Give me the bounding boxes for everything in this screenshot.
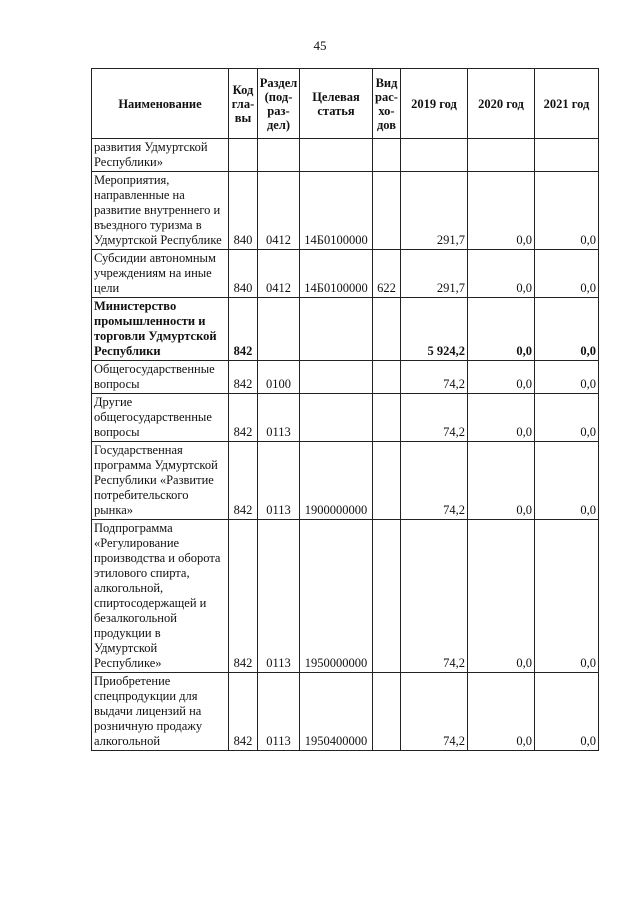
cell-code: 842 <box>229 673 258 751</box>
cell-target: 14Б0100000 <box>300 172 373 250</box>
table-row <box>92 442 599 520</box>
cell-2020: 0,0 <box>468 172 535 250</box>
cell-2020: 0,0 <box>468 361 535 394</box>
cell-2019: 291,7 <box>401 250 468 298</box>
cell-target <box>300 394 373 442</box>
cell-2021: 0,0 <box>535 361 599 394</box>
table-row <box>92 361 599 394</box>
cell-code: 842 <box>229 394 258 442</box>
cell-target: 1950000000 <box>300 520 373 673</box>
cell-type <box>373 394 401 442</box>
table-row <box>92 298 599 361</box>
cell-2019: 74,2 <box>401 442 468 520</box>
table-row <box>92 520 599 673</box>
cell-target <box>300 139 373 172</box>
cell-2020: 0,0 <box>468 250 535 298</box>
cell-name: Государственная программа Удмуртской Республики «Развитие потребительского рынка» <box>92 442 229 520</box>
cell-name: Министерство промышленности и торговли Удмуртской Республики <box>92 298 229 361</box>
table-row <box>92 250 599 298</box>
cell-code: 842 <box>229 520 258 673</box>
header-2019: 2019 год <box>401 69 468 139</box>
cell-section: 0113 <box>258 442 300 520</box>
table-row <box>92 139 599 172</box>
header-name: Наименование <box>92 69 229 139</box>
cell-name: развития Удмуртской Республики» <box>92 139 229 172</box>
cell-type <box>373 442 401 520</box>
cell-section: 0113 <box>258 673 300 751</box>
cell-section: 0113 <box>258 394 300 442</box>
cell-type <box>373 361 401 394</box>
header-type: Вид рас- хо- дов <box>373 69 401 139</box>
cell-2020: 0,0 <box>468 394 535 442</box>
cell-name: Мероприятия, направленные на развитие внутреннего и въездного туризма в Удмуртской Республике <box>92 172 229 250</box>
cell-2019: 74,2 <box>401 394 468 442</box>
cell-name: Другие общегосударственные вопросы <box>92 394 229 442</box>
page-number: 45 <box>313 38 327 53</box>
cell-section <box>258 139 300 172</box>
cell-code: 842 <box>229 442 258 520</box>
cell-section <box>258 298 300 361</box>
cell-code: 840 <box>229 250 258 298</box>
cell-2021 <box>535 139 599 172</box>
cell-2021: 0,0 <box>535 250 599 298</box>
cell-type <box>373 172 401 250</box>
header-2020: 2020 год <box>468 69 535 139</box>
cell-2021: 0,0 <box>535 520 599 673</box>
cell-code: 842 <box>229 361 258 394</box>
cell-name: Общегосударственные вопросы <box>92 361 229 394</box>
cell-name: Приобретение спецпродукции для выдачи лицензий на розничную продажу алкогольной <box>92 673 229 751</box>
cell-section: 0100 <box>258 361 300 394</box>
cell-type <box>373 520 401 673</box>
cell-2021: 0,0 <box>535 298 599 361</box>
cell-target <box>300 298 373 361</box>
cell-type: 622 <box>373 250 401 298</box>
cell-name: Подпрограмма «Регулирование производства и оборота этилового спирта, алкогольной, спиртосодержащей и безалкогольной продукции в Удмуртской Республике» <box>92 520 229 673</box>
cell-2019 <box>401 139 468 172</box>
header-code: Код гла- вы <box>229 69 258 139</box>
cell-2019: 74,2 <box>401 520 468 673</box>
cell-section: 0113 <box>258 520 300 673</box>
cell-target: 1900000000 <box>300 442 373 520</box>
table-row <box>92 673 599 751</box>
cell-target: 14Б0100000 <box>300 250 373 298</box>
table-header-row <box>92 69 599 139</box>
cell-2020: 0,0 <box>468 298 535 361</box>
cell-2020 <box>468 139 535 172</box>
cell-2019: 291,7 <box>401 172 468 250</box>
cell-target: 1950400000 <box>300 673 373 751</box>
cell-code <box>229 139 258 172</box>
cell-2020: 0,0 <box>468 520 535 673</box>
cell-2021: 0,0 <box>535 673 599 751</box>
cell-code: 840 <box>229 172 258 250</box>
cell-type <box>373 673 401 751</box>
header-2021: 2021 год <box>535 69 599 139</box>
cell-2019: 5 924,2 <box>401 298 468 361</box>
cell-target <box>300 361 373 394</box>
cell-code: 842 <box>229 298 258 361</box>
cell-name: Субсидии автономным учреждениям на иные цели <box>92 250 229 298</box>
header-target: Целевая статья <box>300 69 373 139</box>
cell-2019: 74,2 <box>401 361 468 394</box>
cell-2020: 0,0 <box>468 442 535 520</box>
cell-2019: 74,2 <box>401 673 468 751</box>
cell-type <box>373 298 401 361</box>
cell-2021: 0,0 <box>535 172 599 250</box>
cell-section: 0412 <box>258 172 300 250</box>
cell-2020: 0,0 <box>468 673 535 751</box>
table-row <box>92 172 599 250</box>
table-row <box>92 394 599 442</box>
cell-2021: 0,0 <box>535 442 599 520</box>
cell-section: 0412 <box>258 250 300 298</box>
budget-table <box>91 68 599 751</box>
header-section: Раздел (под- раз- дел) <box>258 69 300 139</box>
cell-type <box>373 139 401 172</box>
cell-2021: 0,0 <box>535 394 599 442</box>
